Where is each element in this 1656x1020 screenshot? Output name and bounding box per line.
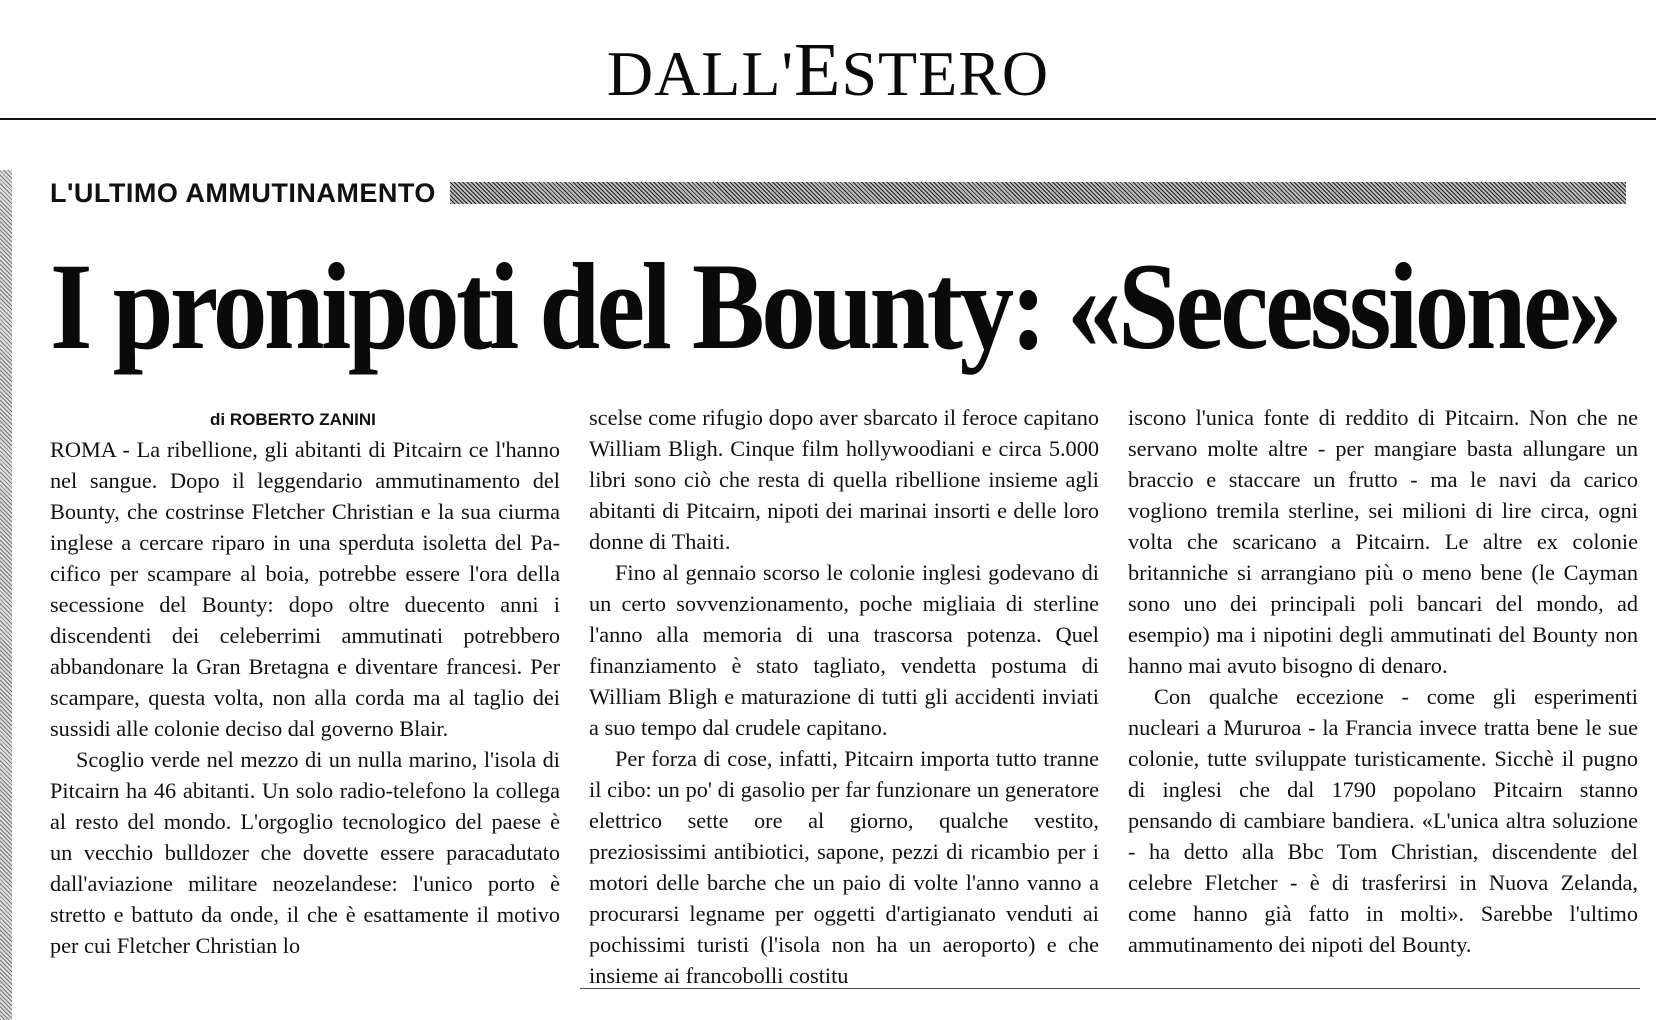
column-3 <box>1128 402 1638 960</box>
paragraph: ROMA - La ribellione, gli abitanti di Pitcairn ce l'hanno nel sangue. Dopo il leggendario ammutinamento del Bounty, che costrinse Fletcher Christian e la sua ciurma inglese a cercare riparo in una sperduta isoletta del Pacifico per scampare al boia, potrebbe essere l'ora della secessione del Bounty: dopo oltre duecento anni i discendenti dei celeberrimi ammutinati potrebbero abbandonare la Gran Bretagna e diventare francesi. Per scampare, questa volta, non alla corda ma al taglio dei sussidi alle colonie deciso dal governo Blair. <box>50 437 560 741</box>
column-2 <box>589 402 1099 991</box>
section-suffix: STERO <box>841 38 1050 109</box>
adjacent-article-edge <box>0 170 12 1020</box>
section-title <box>0 30 1656 114</box>
paragraph: Fino al gennaio scorso le colonie inglesi godevano di un certo sovvenzionamento, poche migliaia di sterline l'anno alla memoria di una trascorsa potenza. Quel finanziamento è stato tagliato, vendetta postuma di William Bligh e maturazione di tutti gli accidenti inviati a suo tempo dal crudele capitano. <box>589 560 1099 740</box>
section-prefix: DALL' <box>606 38 795 109</box>
header-rule <box>0 118 1656 120</box>
paragraph: Con qualche eccezione - come gli esperimenti nucleari a Mururoa - la Francia invece tratta bene le sue colonie, tutte sviluppate turisticamente. Sicchè il pugno di inglesi che dal 1790 popolano Pitcairn stanno pensando di cambiare bandiera. «L'unica altra soluzione - ha detto alla Bbc Tom Christian, discendente del celebre Fletcher - è di trasferirsi in Nuova Zelanda, come hanno già fatto in molti». Sarebbe l'ultimo ammutinamento dei nipoti del Bounty. <box>1128 684 1638 957</box>
kicker: L'ULTIMO AMMUTINAMENTO <box>50 177 436 208</box>
column-1 <box>50 434 560 961</box>
section-big-letter: E <box>794 28 842 112</box>
headline: I pronipoti del Bounty: «Secessione» <box>50 238 1619 375</box>
paragraph: Scoglio verde nel mezzo di un nulla marino, l'isola di Pitcairn ha 46 abitanti. Un solo radio-telefono la collega al resto del mondo. L'orgoglio tecnologico del paese è un vecchio bulldozer che dovette essere paracadutato dall'aviazione militare neozelandese: l'unico porto è stretto e battuto da onde, il che è esattamente il motivo per cui Fletcher Christian lo <box>50 747 560 958</box>
bottom-rule <box>580 988 1640 989</box>
paragraph: Per forza di cose, infatti, Pitcairn importa tutto tranne il cibo: un po' di gasolio per far funzionare un generatore elettrico sette ore al giorno, qualche vestito, preziosissimi antibiotici, sapone, pezzi di ricambio per i motori delle barche che un paio di volte l'anno vanno a procurarsi legname per oggetti d'artigianato venduti ai pochissimi turisti (l'isola non ha un aeroporto) e che insieme ai francobolli costitu <box>589 746 1099 988</box>
paragraph: scelse come rifugio dopo aver sbarcato il feroce capitano William Bligh. Cinque film hollywoodiani e circa 5.000 libri sono ciò che resta di quella ribellione insieme agli abitanti di Pitcairn, nipoti dei marinai insorti e delle loro donne di Thaiti. <box>589 405 1099 554</box>
kicker-row <box>50 178 1626 208</box>
byline: di ROBERTO ZANINI <box>210 410 376 429</box>
kicker-pattern-bar <box>450 182 1626 204</box>
paragraph: iscono l'unica fonte di reddito di Pitcairn. Non che ne servano molte altre - per mangiare basta allungare un braccio e staccare un frutto - ma le navi da carico vogliono tremila sterline, sei milioni di lire circa, ogni volta che scaricano a Pitcairn. Le altre ex colonie britanniche si arrangiano più o meno bene (le Cayman sono uno dei principali poli bancari del mondo, ad esempio) ma i nipotini degli ammutinati del Bounty non hanno mai avuto bisogno di denaro. <box>1128 405 1638 678</box>
